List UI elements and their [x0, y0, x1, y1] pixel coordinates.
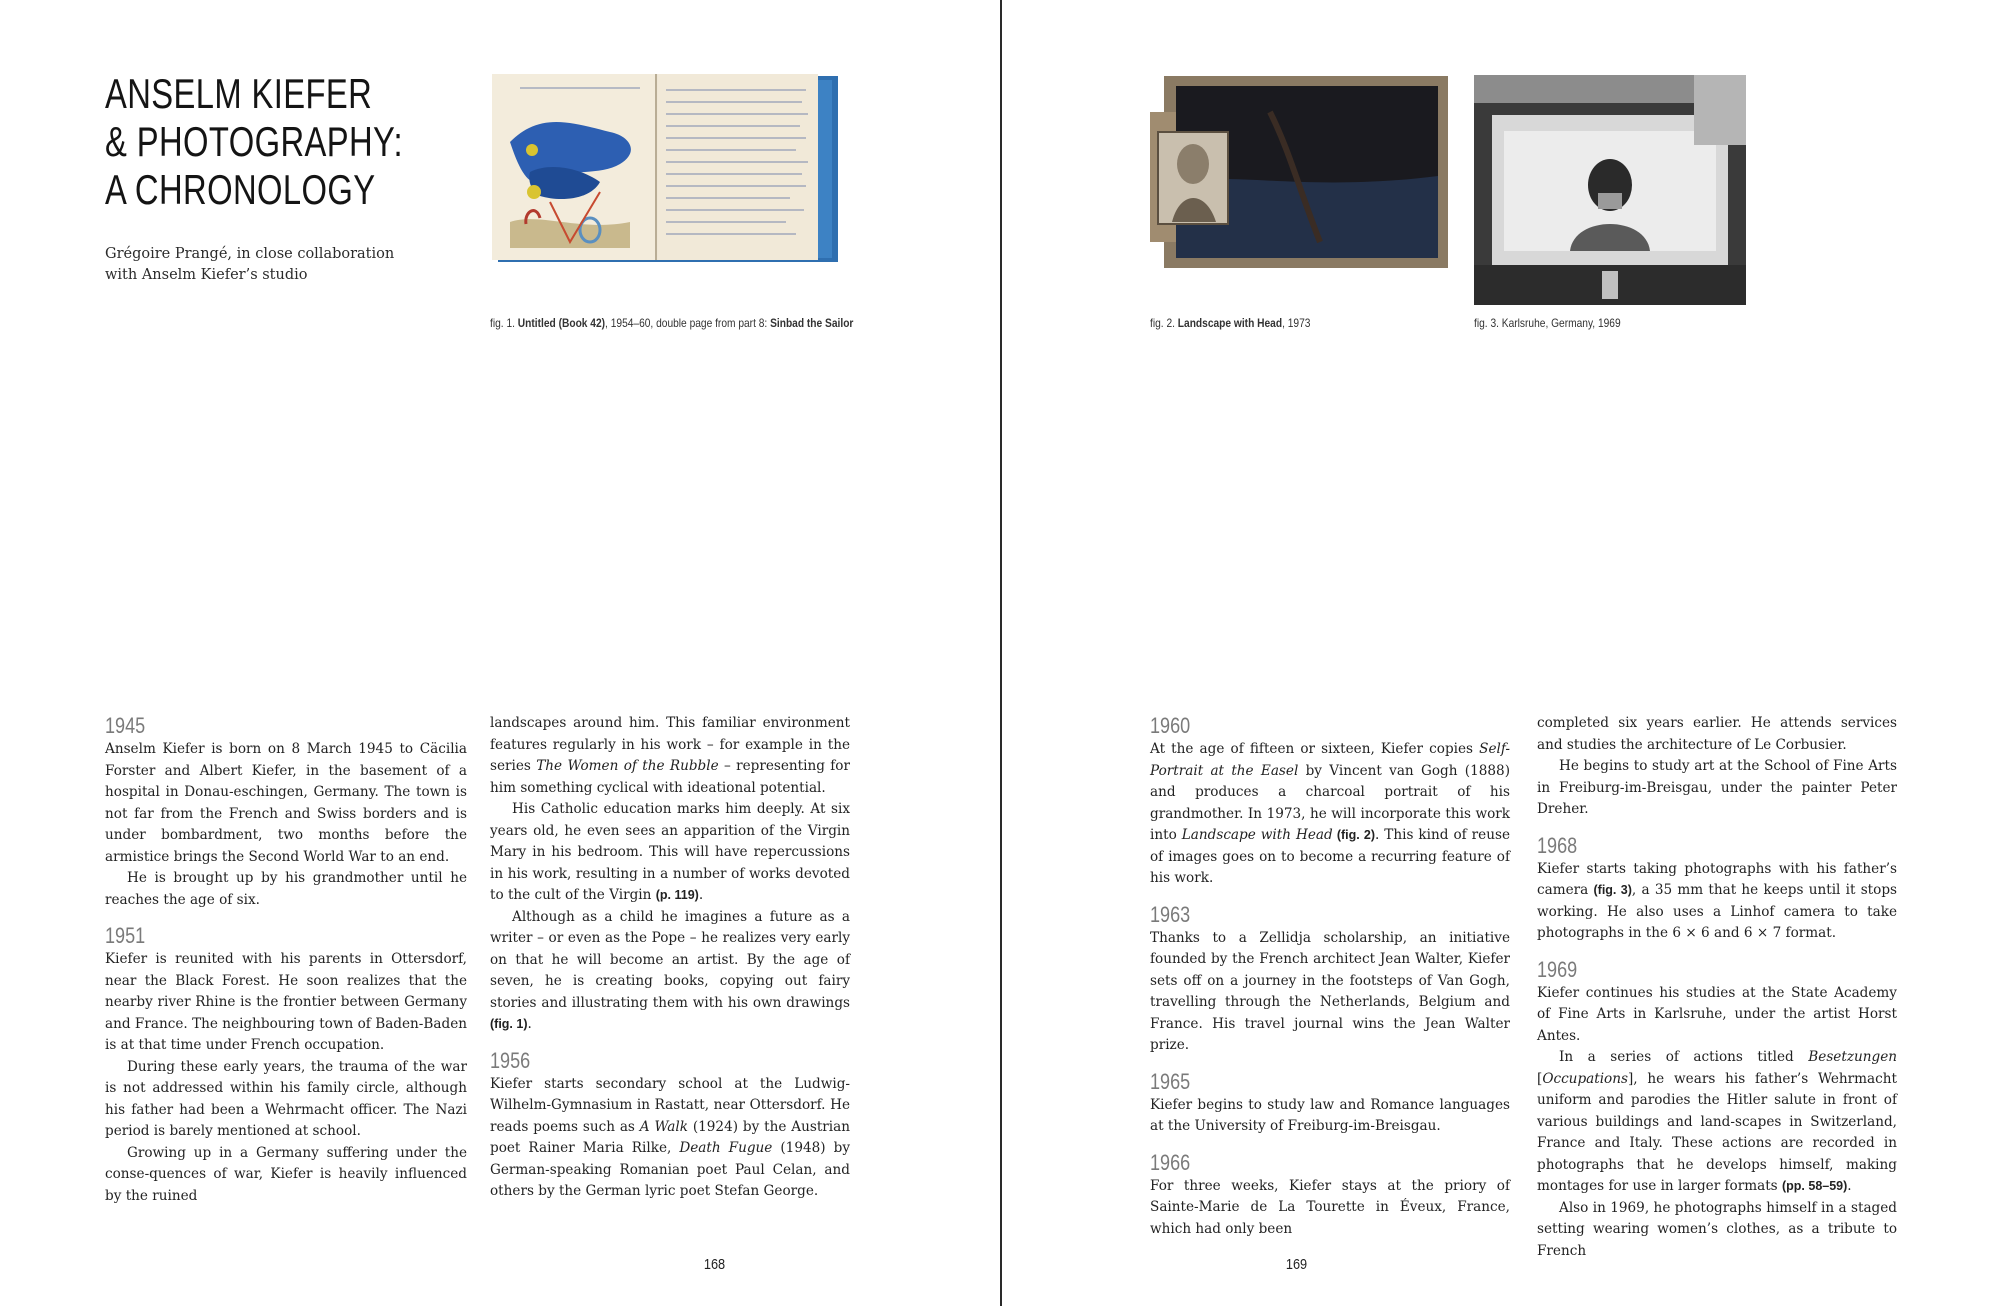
entry-1956-text: Kiefer starts secondary school at the Ludwig-Wilhelm-Gymnasium in Rastatt, near Ottersdorf. He reads poems such as A Walk (1924) by the Austrian poet Rainer Maria Rilke, Death Fugue (1948) by German-speaking Romanian poet Paul Celan, and others by the German lyric poet Stefan George.: [490, 1075, 850, 1199]
page-title: ANSELM KIEFER & PHOTOGRAPHY: A CHRONOLOGY: [105, 70, 403, 213]
left-column-2: [490, 713, 850, 1203]
year-heading-1965: 1965: [1150, 1068, 1191, 1094]
year-heading-1963: 1963: [1150, 901, 1191, 927]
entry-1963-text: Thanks to a Zellidja scholarship, an initiative founded by the French architect Jean Walter, Kiefer sets off on a journey in the footsteps of Van Gogh, travelling through the Netherlands, Belgium and France. His travel journal wins the Jean Walter prize.: [1150, 929, 1510, 1053]
fig-ref-3: (fig. 3): [1593, 883, 1632, 897]
year-heading-1956: 1956: [490, 1047, 531, 1073]
entry-1966-art-school: He begins to study art at the School of Fine Arts in Freiburg-im-Breisgau, under the painter Peter Dreher.: [1537, 758, 1897, 817]
fig3-karlsruhe-photo: [1474, 75, 1746, 305]
right-page: [1002, 0, 2000, 1306]
year-heading-1960: 1960: [1150, 713, 1191, 738]
entry-1960-text: At the age of fifteen or sixteen, Kiefer copies Self-Portrait at the Easel by Vincent van Gogh (1888) and produces a charcoal portrait of his grandmother. In 1973, he will incorporate this work into Landscape with Head (fig. 2). This kind of reuse of images goes on to become a recurring feature of his work.: [1150, 741, 1510, 886]
page-number-right: 169: [1285, 1256, 1308, 1273]
entry-1969-text: Kiefer continues his studies at the State Academy of Fine Arts in Karlsruhe, under the artist Horst Antes.: [1537, 984, 1897, 1044]
entry-1951-text: Kiefer is reunited with his parents in Ottersdorf, near the Black Forest. He soon realizes that the nearby river Rhine is the frontier between Germany and France. The neighbouring town of Baden-Baden is at that time under French occupation.: [105, 951, 467, 1053]
fig2-landscape-with-head-image: [1150, 72, 1450, 272]
entry-1951-text-2: During these early years, the trauma of the war is not addressed within his family circle, although his father had been a Wehrmacht officer. The Nazi period is barely mentioned at school.: [105, 1058, 467, 1139]
entry-1951-artist: Although as a child he imagines a future as a writer – or even as the Pope – he realizes very early on that he will become an artist. By the age of seven, he is creating books, copying out fairy stories and illustrating them with his own drawings (fig. 1).: [490, 908, 850, 1032]
entry-1966-text: For three weeks, Kiefer stays at the priory of Sainte-Marie de La Tourette in Éveux, France, which had only been: [1150, 1177, 1510, 1237]
author-byline: Grégoire Prangé, in close collaboration with Anselm Kiefer’s studio: [105, 246, 395, 283]
entry-1945-text: Anselm Kiefer is born on 8 March 1945 to Cäcilia Forster and Albert Kiefer, in the basement of a hospital in Donau-eschingen, Germany. The town is not far from the French and Swiss borders and is under bombardment, two months before the armistice brings the Second World War to an end.: [105, 741, 467, 865]
year-heading-1969: 1969: [1537, 956, 1578, 982]
year-heading-1968: 1968: [1537, 832, 1578, 858]
entry-1966-continued: completed six years earlier. He attends services and studies the architecture of Le Corbusier.: [1537, 715, 1897, 753]
entry-1951-catholic: His Catholic education marks him deeply. At six years old, he even sees an apparition of the Virgin Mary in his bedroom. This will have repercussions in his work, resulting in a number of works devoted to the cult of the Virgin (p. 119).: [490, 801, 850, 903]
entry-1951-continued: landscapes around him. This familiar environment features regularly in his work – for example in the series The Women of the Rubble – representing for him something cyclical with ideational potential.: [490, 715, 850, 796]
year-heading-1945: 1945: [105, 713, 146, 738]
year-heading-1966: 1966: [1150, 1149, 1191, 1175]
right-column-2: [1537, 713, 1897, 1262]
fig1-caption: fig. 1. Untitled (Book 42), 1954–60, double page from part 8: Sinbad the Sailor: [490, 316, 854, 330]
fig1-book-image: [490, 72, 840, 264]
fig3-caption: fig. 3. Karlsruhe, Germany, 1969: [1474, 316, 1621, 330]
page-ref-119: (p. 119): [655, 888, 699, 902]
entry-1969-occupations: In a series of actions titled Besetzungen [Occupations], he wears his father’s Wehrmacht uniform and parodies the Hitler salute in front of various buildings and land-scapes in Switzerland, France and Italy. These actions are recorded in photographs that he develops himself, making montages for use in larger formats (pp. 58–59).: [1537, 1049, 1897, 1194]
fig-ref-1: (fig. 1): [490, 1017, 528, 1031]
page-ref-58-59: (pp. 58–59): [1781, 1179, 1848, 1193]
entry-1968-text: Kiefer starts taking photographs with his father’s camera (fig. 3), a 35 mm that he keeps until it stops working. He also uses a Linhof camera to take photographs in the 6 × 6 and 6 × 7 format.: [1537, 860, 1897, 941]
left-column-1: [105, 713, 467, 1207]
entry-1965-text: Kiefer begins to study law and Romance languages at the University of Freiburg-im-Breisgau.: [1150, 1096, 1510, 1134]
fig-ref-2: (fig. 2): [1332, 828, 1375, 842]
entry-1951-text-3: Growing up in a Germany suffering under the conse-quences of war, Kiefer is heavily influenced by the ruined: [105, 1144, 467, 1204]
right-column-1: [1150, 713, 1510, 1240]
page-number-left: 168: [703, 1256, 726, 1273]
entry-1945-text-2: He is brought up by his grandmother until he reaches the age of six.: [105, 870, 467, 908]
year-heading-1951: 1951: [105, 923, 146, 948]
entry-1969-staged: Also in 1969, he photographs himself in a staged setting wearing women’s clothes, as a tribute to French: [1537, 1199, 1897, 1259]
fig2-caption: fig. 2. Landscape with Head, 1973: [1150, 316, 1311, 330]
